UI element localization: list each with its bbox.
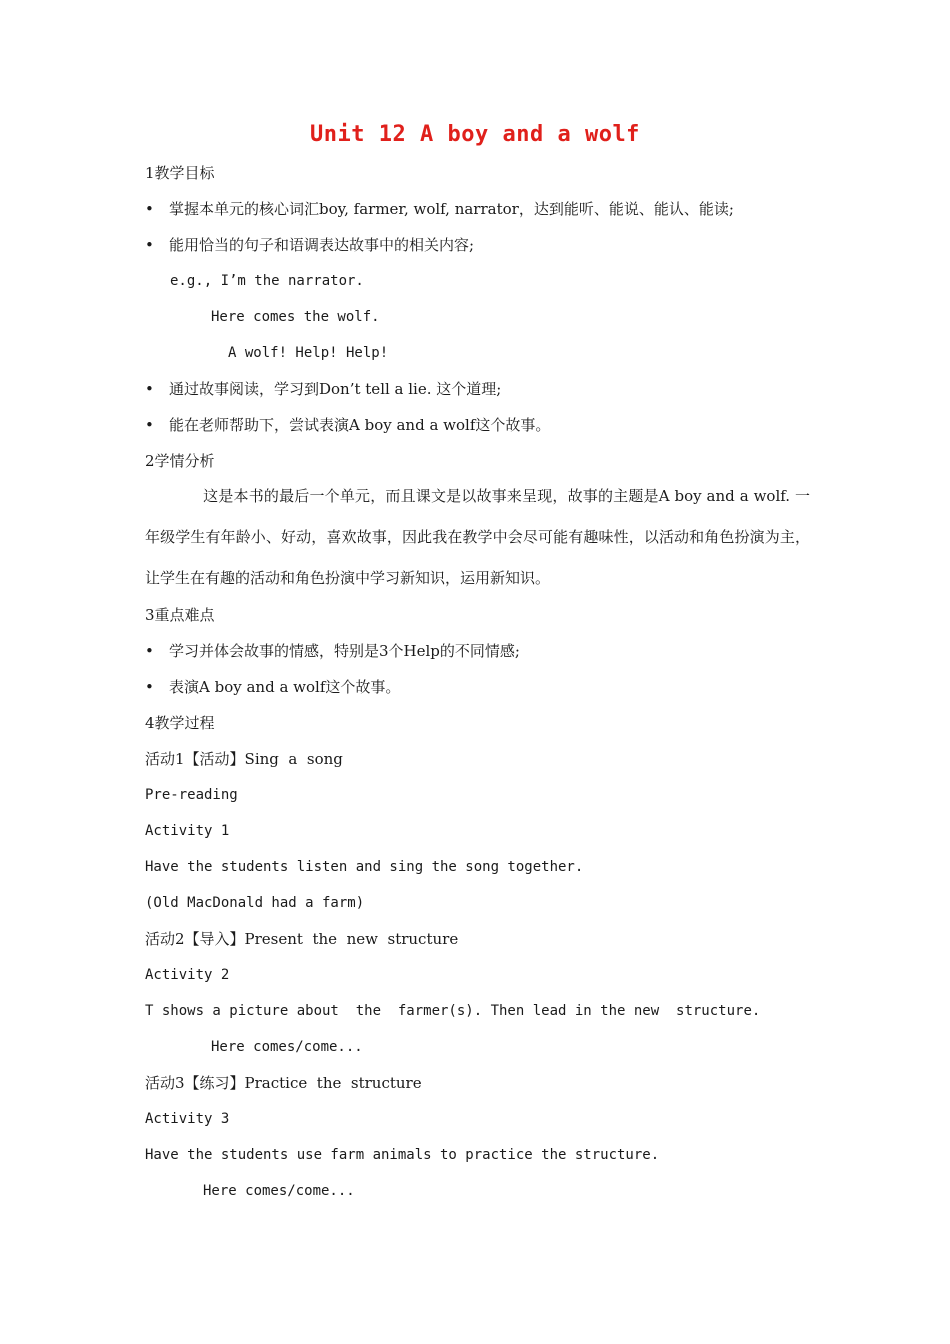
objective-text: 掌握本单元的核心词汇boy, farmer, wolf, narrator，达到能听、能说、能认、能读; <box>169 200 734 218</box>
activity-1-line-4: (Old MacDonald had a farm) <box>145 895 365 911</box>
keypoint-item-1 <box>145 641 520 661</box>
bullet-icon: • <box>145 380 154 398</box>
objective-text: 通过故事阅读，学习到Don’t tell a lie. 这个道理; <box>169 380 502 398</box>
section-1-heading: 1教学目标 <box>145 164 215 182</box>
section-3-heading: 3重点难点 <box>145 606 215 624</box>
activity-2-title: 活动2【导入】Present the new structure <box>145 930 459 948</box>
activity-2-line-2: T shows a picture about the farmer(s). Then lead in the new structure. <box>145 1003 761 1019</box>
activity-3-line-3: Here comes/come... <box>203 1183 355 1199</box>
bullet-icon: • <box>145 678 154 696</box>
bullet-icon: • <box>145 416 154 434</box>
keypoint-text: 学习并体会故事的情感，特别是3个Help的不同情感; <box>169 642 520 660</box>
objective-item-3 <box>145 379 501 399</box>
activity-1-line-2: Activity 1 <box>145 823 230 839</box>
activity-2-line-3: Here comes/come... <box>211 1039 363 1055</box>
section-2-heading: 2学情分析 <box>145 452 215 470</box>
keypoint-item-2 <box>145 677 400 697</box>
objective-text: 能在老师帮助下，尝试表演A boy and a wolf这个故事。 <box>169 416 551 434</box>
bullet-icon: • <box>145 236 154 254</box>
objective-text: 能用恰当的句子和语调表达故事中的相关内容; <box>169 236 475 254</box>
example-line-1: e.g., I’m the narrator. <box>170 273 364 289</box>
keypoint-text: 表演A boy and a wolf这个故事。 <box>169 678 401 696</box>
example-line-2: Here comes the wolf. <box>211 309 380 325</box>
example-line-3: A wolf! Help! Help! <box>228 345 389 361</box>
document-title: Unit 12 A boy and a wolf <box>310 122 640 147</box>
activity-3-line-1: Activity 3 <box>145 1111 230 1127</box>
bullet-icon: • <box>145 642 154 660</box>
bullet-icon: • <box>145 200 154 218</box>
section-4-heading: 4教学过程 <box>145 714 215 732</box>
activity-1-title: 活动1【活动】Sing a song <box>145 750 343 768</box>
activity-1-line-1: Pre-reading <box>145 787 238 803</box>
analysis-paragraph <box>145 476 810 599</box>
activity-1-line-3: Have the students listen and sing the song together. <box>145 859 584 875</box>
activity-3-title: 活动3【练习】Practice the structure <box>145 1074 422 1092</box>
analysis-text: 这是本书的最后一个单元，而且课文是以故事来呈现，故事的主题是A boy and a wolf. 一年级学生有年龄小、好动，喜欢故事，因此我在教学中会尽可能有趣味性，以活动和角色扮演为主，让学生在有趣的活动和角色扮演中学习新知识，运用新知识。 <box>145 487 810 587</box>
objective-item-4 <box>145 415 550 435</box>
objective-item-2 <box>145 235 474 255</box>
activity-3-line-2: Have the students use farm animals to practice the structure. <box>145 1147 660 1163</box>
objective-item-1 <box>145 199 734 219</box>
activity-2-line-1: Activity 2 <box>145 967 230 983</box>
